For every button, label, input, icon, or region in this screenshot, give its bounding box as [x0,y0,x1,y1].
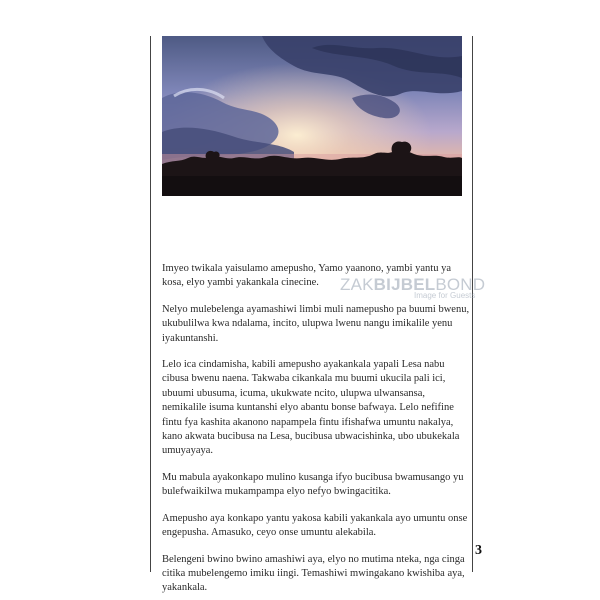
paragraph: Imyeo twikala yaisulamo amepusho, Yamo yaanono, yambi yantu ya kosa, elyo yambi yakankala cinecine. [162,263,451,289]
body-text [162,262,470,600]
watermark-subtitle: Image for Guests [414,291,476,300]
paragraph: Amepusho aya konkapo yantu yakosa kabili yakankala ayo umuntu onse engepusha. Amasuko, ceyo onse umuntu alekabila. [162,512,468,539]
right-margin-rule [472,36,473,572]
paragraph: Nelyo mulebelenga ayamashiwi limbi muli namepusho pa buumi bwenu, ukubulilwa kwa ndalama, incito, ulupwa lwenu nangu imikalile yenu iyakuntanshi. [162,303,470,344]
left-margin-rule [150,36,151,572]
sunset-photo [162,36,462,196]
watermark-brand: ZAKBIJBELBOND [340,275,486,294]
paragraph: Mu mabula ayakonkapo mulino kusanga ifyo bucibusa bwamusango yu bulefwaikilwa mukampampa elyo nefyo bwingacitika. [162,471,464,498]
paragraph: Lelo ica cindamisha, kabili amepusho ayakankala yapali Lesa nabu cibusa bwenu naena. Takwaba cikankala mu buumi ukucila pali ici, ubuumi ubusuma, icuma, ukukwate ncito, ulupwa ulwansansa, nemikalile isuma kuntanshi elyo abantu bonse bafwaya. Lelo nefifine fintu fya kashita akanono napampela fintu ifishafwa umuntu nakalya, kano akwata bucibusa na Lesa, bucibusa ubwacishinka, ubo ubukekala umuyayaya. [162,359,460,457]
page-number: 3 [475,543,482,558]
paragraph: Belengeni bwino bwino amashiwi aya, elyo no mutima nteka, nga cinga citika mubelengemo imiku iingi. Temashiwi mwingakano kwishiba aya, yakankala. [162,553,465,594]
